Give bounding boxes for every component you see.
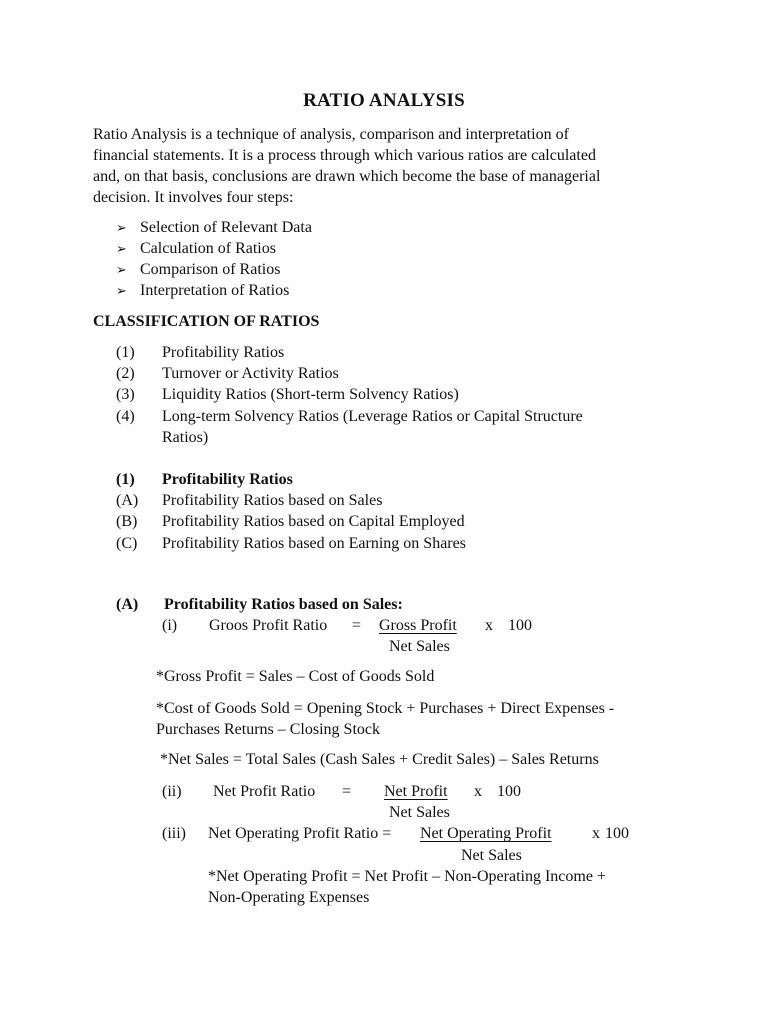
- formula-factor: 100: [508, 617, 532, 634]
- formula-equals: =: [342, 783, 352, 800]
- profitability-item-text: Profitability Ratios based on Capital Employed: [162, 513, 465, 530]
- classification-text-continued: Ratios): [162, 429, 209, 446]
- classification-text: Long-term Solvency Ratios (Leverage Ratios or Capital Structure: [162, 408, 583, 425]
- formula-number: (iii): [162, 825, 186, 842]
- arrow-bullet-icon: ➢: [116, 283, 127, 298]
- formula-factor: 100: [497, 783, 521, 800]
- formula-factor: 100: [605, 825, 629, 842]
- formula-denominator: Net Sales: [389, 638, 450, 655]
- formula-number: (ii): [162, 783, 182, 800]
- formula-label: Net Operating Profit Ratio =: [208, 825, 392, 842]
- formula-equals: =: [352, 617, 362, 634]
- step-item: ➢ Calculation of Ratios: [116, 240, 276, 257]
- note-cogs: *Cost of Goods Sold = Opening Stock + Purchases + Direct Expenses -: [156, 700, 615, 717]
- formula-denominator: Net Sales: [389, 804, 450, 821]
- intro-line: and, on that basis, conclusions are drawn which become the base of managerial: [93, 168, 601, 185]
- classification-heading: CLASSIFICATION OF RATIOS: [93, 313, 320, 330]
- profitability-item-number: (B): [116, 513, 138, 530]
- note-net-operating-profit-continued: Non-Operating Expenses: [208, 889, 370, 906]
- intro-paragraph: [93, 124, 678, 208]
- classification-text: Turnover or Activity Ratios: [162, 365, 339, 382]
- note-gross-profit: *Gross Profit = Sales – Cost of Goods Sold: [156, 668, 435, 685]
- classification-number: (3): [116, 386, 135, 403]
- note-net-operating-profit: *Net Operating Profit = Net Profit – Non-Operating Income +: [208, 868, 606, 885]
- arrow-bullet-icon: ➢: [116, 262, 127, 277]
- profitability-number: (1): [116, 471, 135, 488]
- formula-label: Net Profit Ratio: [213, 783, 316, 800]
- formula-times: x: [592, 825, 600, 842]
- step-item: ➢ Selection of Relevant Data: [116, 219, 312, 236]
- arrow-bullet-icon: ➢: [116, 241, 127, 256]
- intro-line: decision. It involves four steps:: [93, 189, 294, 206]
- profitability-item-number: (C): [116, 535, 138, 552]
- classification-number: (2): [116, 365, 135, 382]
- page-title: RATIO ANALYSIS: [303, 90, 465, 111]
- section-a-number: (A): [116, 596, 139, 613]
- formula-numerator: Net Operating Profit: [420, 825, 552, 842]
- formula-times: x: [474, 783, 482, 800]
- formula-denominator: Net Sales: [461, 847, 522, 864]
- formula-label: Groos Profit Ratio: [209, 617, 328, 634]
- classification-text: Liquidity Ratios (Short-term Solvency Ratios): [162, 386, 459, 403]
- step-item: ➢ Interpretation of Ratios: [116, 282, 290, 299]
- profitability-item-text: Profitability Ratios based on Sales: [162, 492, 383, 509]
- step-item: ➢ Comparison of Ratios: [116, 261, 281, 278]
- intro-line: Ratio Analysis is a technique of analysis, comparison and interpretation of: [93, 126, 569, 143]
- intro-line: financial statements. It is a process through which various ratios are calculated: [93, 147, 596, 164]
- profitability-item-number: (A): [116, 492, 139, 509]
- note-cogs-continued: Purchases Returns – Closing Stock: [156, 721, 380, 738]
- classification-number: (1): [116, 344, 135, 361]
- profitability-heading: Profitability Ratios: [162, 471, 293, 488]
- formula-numerator: Net Profit: [384, 783, 448, 800]
- note-net-sales: *Net Sales = Total Sales (Cash Sales + Credit Sales) – Sales Returns: [160, 751, 599, 768]
- formula-number: (i): [162, 617, 178, 634]
- section-a-heading: Profitability Ratios based on Sales:: [164, 596, 403, 613]
- formula-times: x: [485, 617, 493, 634]
- classification-number: (4): [116, 408, 135, 425]
- classification-text: Profitability Ratios: [162, 344, 285, 361]
- arrow-bullet-icon: ➢: [116, 220, 127, 235]
- formula-numerator: Gross Profit: [379, 617, 457, 634]
- profitability-item-text: Profitability Ratios based on Earning on Shares: [162, 535, 466, 552]
